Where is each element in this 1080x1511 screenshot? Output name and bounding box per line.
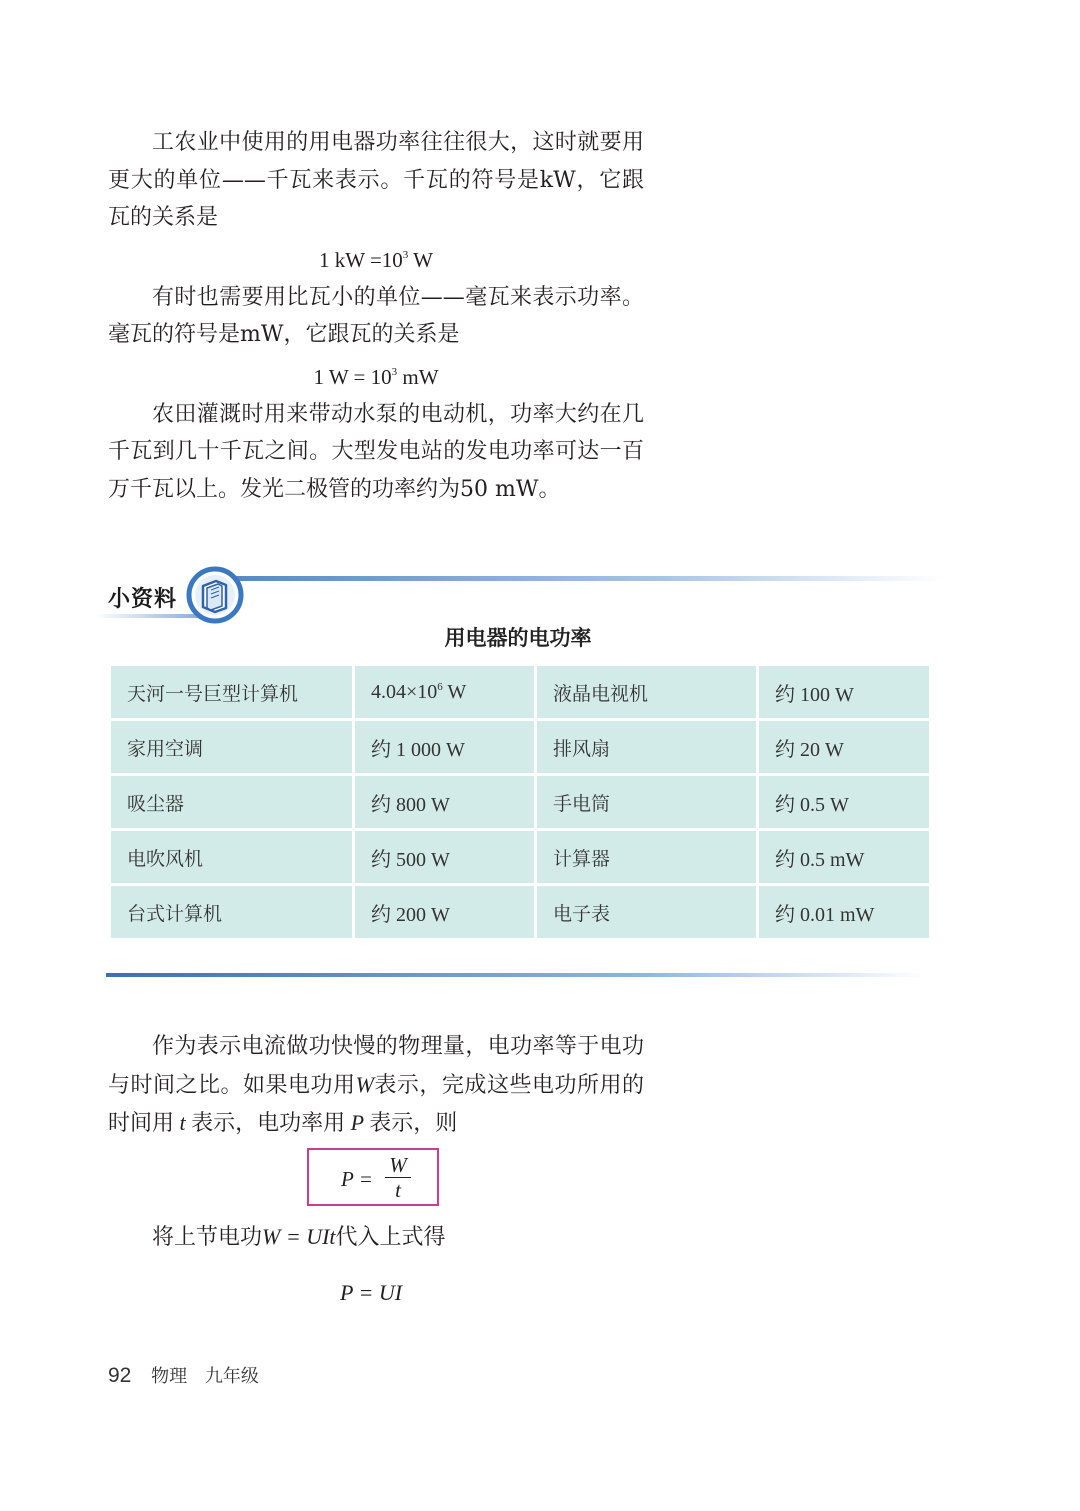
appliance-cell: 台式计算机 <box>110 885 354 940</box>
appliance-cell: 手电筒 <box>536 775 758 830</box>
eq1-exponent: 3 <box>402 248 409 261</box>
table-row <box>110 830 931 885</box>
equation-kw <box>108 237 644 279</box>
book-icon <box>186 566 244 624</box>
page-number: 92 <box>108 1364 132 1387</box>
power-cell: $4.04\times 10^6$ W <box>354 665 536 720</box>
power-cell: 约 100 W <box>758 665 931 720</box>
intro-text <box>108 124 644 508</box>
paragraph-definition: 作为表示电流做功快慢的物理量，电功率等于电功与时间之比。如果电功用W表示，完成这些电功所用的时间用 t 表示，电功率用 P 表示，则 <box>108 1034 644 1136</box>
appliance-cell: 吸尘器 <box>110 775 354 830</box>
formula-lhs: P = <box>341 1167 373 1191</box>
power-cell: 约 0.5 mW <box>758 830 931 885</box>
paragraph-substitute: 将上节电功W = UIt代入上式得 <box>152 1224 446 1250</box>
paragraph-kilowatt: 工农业中使用的用电器功率往往很大，这时就要用更大的单位——千瓦来表示。千瓦的符号是kW，它跟瓦的关系是 <box>108 130 644 230</box>
paragraph-milliwatt: 有时也需要用比瓦小的单位——毫瓦来表示功率。毫瓦的符号是mW，它跟瓦的关系是 <box>108 284 644 347</box>
formula-fraction <box>385 1154 411 1201</box>
eq1-left: 1 kW =10 <box>319 247 403 272</box>
power-formula-box <box>307 1148 439 1206</box>
table-row <box>110 775 931 830</box>
power-cell: 约 200 W <box>354 885 536 940</box>
power-table <box>108 663 932 941</box>
appliance-cell: 电子表 <box>536 885 758 940</box>
power-cell: 约 0.5 W <box>758 775 931 830</box>
appliance-cell: 计算器 <box>536 830 758 885</box>
formula-numerator: W <box>389 1153 407 1177</box>
appliance-cell: 天河一号巨型计算机 <box>110 665 354 720</box>
definition-text <box>108 1028 644 1143</box>
page-footer <box>108 1362 259 1388</box>
sidebar-divider-end <box>106 973 926 977</box>
table-row <box>110 665 931 720</box>
formula-denominator: t <box>395 1178 401 1202</box>
power-cell: 约 800 W <box>354 775 536 830</box>
power-cell: 约 1 000 W <box>354 720 536 775</box>
appliance-cell: 排风扇 <box>536 720 758 775</box>
paragraph-examples: 农田灌溉时用来带动水泵的电动机，功率大约在几千瓦到几十千瓦之间。大型发电站的发电功率可达一百万千瓦以上。发光二极管的功率约为50 mW。 <box>108 401 644 502</box>
power-cell: 约 500 W <box>354 830 536 885</box>
table-row <box>110 885 931 940</box>
equation-mw <box>108 354 644 396</box>
appliance-cell: 电吹风机 <box>110 830 354 885</box>
final-formula: P = UI <box>340 1280 403 1305</box>
book-title: 物理 <box>151 1366 188 1387</box>
eq2-right: mW <box>397 364 439 389</box>
power-cell: 约 0.01 mW <box>758 885 931 940</box>
table-row <box>110 720 931 775</box>
eq2-exponent: 3 <box>391 365 398 378</box>
eq2-left: 1 W = 10 <box>313 364 392 389</box>
grade-label: 九年级 <box>204 1366 259 1387</box>
appliance-cell: 液晶电视机 <box>536 665 758 720</box>
eq1-right: W <box>408 247 433 272</box>
table-title: 用电器的电功率 <box>444 626 592 650</box>
appliance-cell: 家用空调 <box>110 720 354 775</box>
sidebar-divider-top <box>228 576 943 581</box>
sidebar-label: 小资料 <box>108 587 178 612</box>
power-cell: 约 20 W <box>758 720 931 775</box>
